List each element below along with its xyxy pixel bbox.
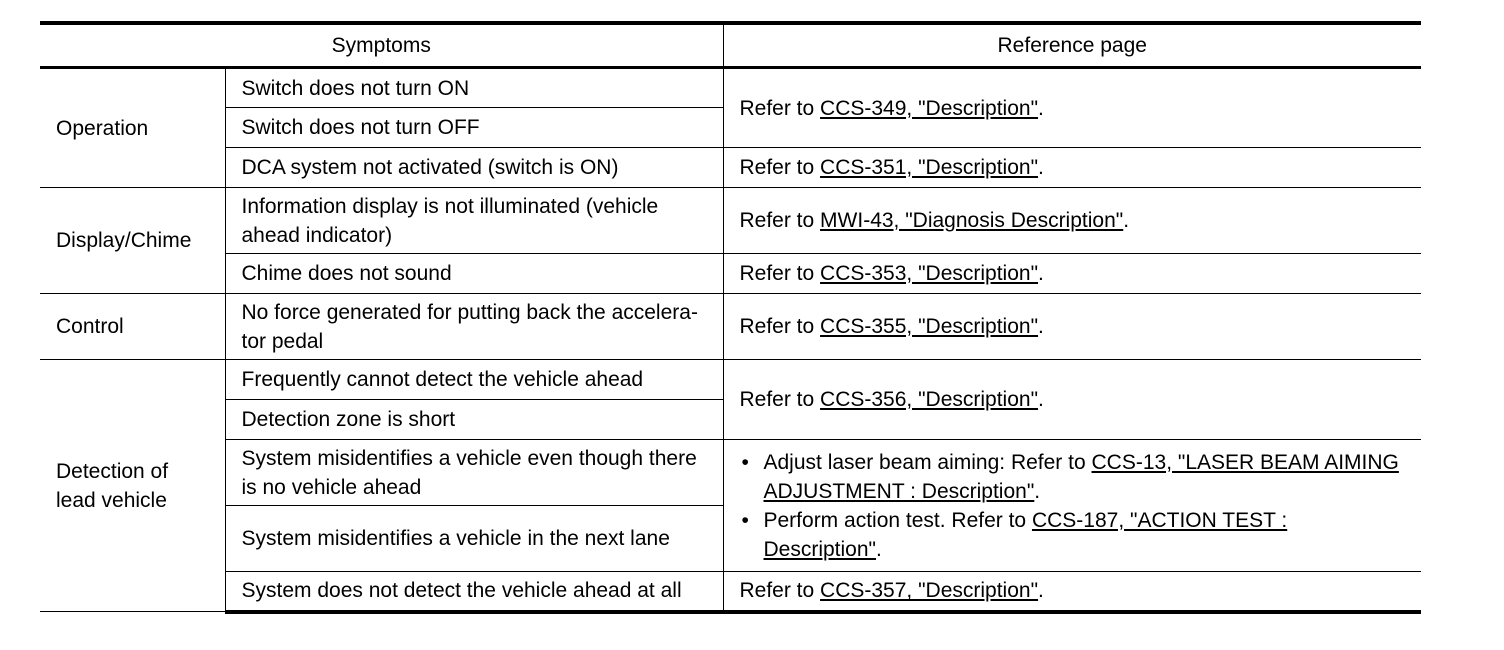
symptom-cell: Information display is not illuminated (vehicle ahead indicator) [225,188,723,254]
table-header-row [40,23,1421,68]
ref-link-ccs-13[interactable]: CCS-13, "LASER BEAM AIMING ADJUSTMENT : Description" [763,450,1399,503]
ref-link-ccs-187[interactable]: CCS-187, "ACTION TEST : Description" [763,508,1288,561]
ref-link-mwi-43[interactable]: MWI-43, "Diagnosis Description" [820,209,1124,232]
header-symptoms: Symptoms [40,23,723,68]
table-row [40,294,1421,360]
symptom-cell: Chime does not sound [225,254,723,294]
ref-link-ccs-356[interactable]: CCS-356, "Description" [820,388,1039,411]
ref-link-ccs-357[interactable]: CCS-357, "Description" [820,579,1039,603]
reference-cell: Refer to CCS-355, "Description". [723,294,1421,360]
symptom-cell: Frequently cannot detect the vehicle ahead [225,360,723,400]
reference-cell: Refer to CCS-357, "Description". [723,572,1421,612]
table-row [40,188,1421,254]
reference-cell [723,440,1421,572]
table-row [40,360,1421,400]
table-row [40,148,1421,188]
category-control: Control [40,294,225,360]
symptom-cell: System misidentifies a vehicle in the next lane [225,506,723,572]
category-operation: Operation [40,68,225,188]
ref-link-ccs-353[interactable]: CCS-353, "Description" [820,262,1039,285]
symptom-cell: No force generated for putting back the accelera-tor pedal [225,294,723,360]
category-detection-lead-vehicle: Detection of lead vehicle [40,360,225,612]
symptom-table [40,21,1421,614]
symptom-cell: System misidentifies a vehicle even though there is no vehicle ahead [225,440,723,506]
table-row [40,572,1421,612]
symptom-cell: Detection zone is short [225,400,723,440]
symptom-cell: Switch does not turn OFF [225,108,723,148]
refer-to-text: Refer to [739,96,815,120]
table-row [40,68,1421,108]
category-display-chime: Display/Chime [40,188,225,294]
reference-cell: Refer to CCS-353, "Description". [723,254,1421,294]
table-row [40,254,1421,294]
symptom-cell: System does not detect the vehicle ahead at all [225,572,723,612]
ref-link-ccs-351[interactable]: CCS-351, "Description" [820,156,1039,179]
list-item: • Perform action test. Refer to CCS-187, "ACTION TEST : Description". [740,506,1406,564]
ref-link-ccs-349[interactable]: CCS-349, "Description" [820,96,1039,120]
list-item: • Adjust laser beam aiming: Refer to CCS-13, "LASER BEAM AIMING ADJUSTMENT : Description". [740,448,1406,506]
reference-bullet-list [740,448,1406,564]
reference-cell: Refer to CCS-356, "Description". [723,360,1421,440]
symptom-cell: DCA system not activated (switch is ON) [225,148,723,188]
reference-cell: Refer to CCS-349, "Description". [723,68,1421,148]
header-reference-page: Reference page [723,23,1421,68]
reference-cell: Refer to MWI-43, "Diagnosis Description". [723,188,1421,254]
table-row [40,440,1421,506]
reference-cell: Refer to CCS-351, "Description". [723,148,1421,188]
ref-link-ccs-355[interactable]: CCS-355, "Description" [820,315,1039,338]
symptom-cell: Switch does not turn ON [225,68,723,108]
